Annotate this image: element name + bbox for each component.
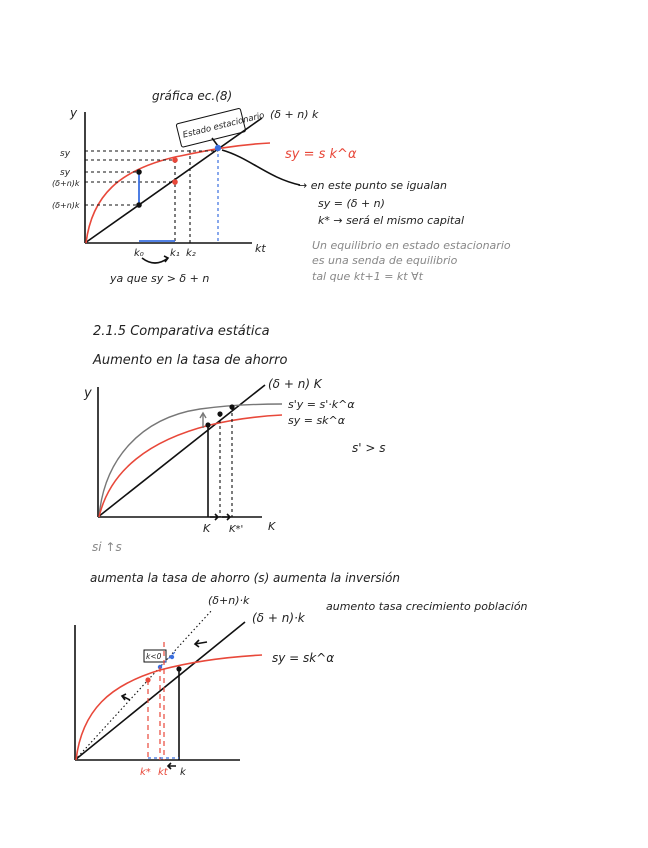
graph-1-note-kstar: k* → será el mismo capital [318,214,465,227]
graph-1-note-line1: Un equilibrio en estado estacionario [312,239,511,252]
graph-2-line-label: (δ + n) K [268,377,322,391]
graph-2-below-note: si ↑s [92,540,122,554]
graph-2-curve-old [99,415,282,517]
graph-1-title: gráfica ec.(8) [152,89,233,103]
graph-1-tick-k2: k₂ [186,248,196,259]
graph-1-y-label: y [70,106,78,120]
graph-1-line-label: (δ + n) k [270,108,319,121]
graph-1-tick-k0: k₀ [134,248,144,259]
graph-1-note-eq: sy = (δ + n) [318,197,385,210]
graph-1-point-sy-k0 [136,169,142,175]
graph-2-curve-new-label: s'y = s'·k^α [288,398,355,411]
section-heading: 2.1.5 Comparativa estática [93,324,270,339]
graph-3-point-new [145,677,150,682]
graph-1-tick-dn1: (δ+n)k [52,179,80,188]
graph-2-axis-arrow-1 [210,514,218,520]
graph-3-point-old [176,666,181,671]
graph-3-tick-kt: kt [158,767,168,778]
graph-2-curve-old-label: sy = sk^α [288,414,346,427]
graph-1-note-line3: tal que kt+1 = kt ∀t [312,270,423,283]
graph-3-line-new-label: (δ+n)·k [208,594,250,607]
graph-2-tick-k: K [203,522,211,535]
graph-2-y-label: y [84,386,92,401]
graph-1-x-label: kt [255,242,266,255]
graph-3-tick-k: k [180,767,186,778]
graph-3-pop-note: aumento tasa crecimiento población [326,600,528,613]
graph-1-tick-sy2: sy [60,168,71,178]
graph-3 [75,594,528,778]
graph-1-point-dn-k1 [172,179,178,185]
graph-2-point-mid [217,411,222,416]
graph-2-axis-arrow-2 [222,514,230,520]
graph-1-below-note: ya que sy > δ + n [110,272,210,285]
graph-1-note-arrow-text: → en este punto se igualan [298,179,448,192]
graph-2-curve-new [99,404,282,517]
graph-1-steady-state-point [215,145,221,151]
graph-1 [52,89,511,285]
graph-2 [83,377,386,554]
graph-1-point-sy-k1 [172,157,178,163]
graph-1-stamp [176,103,267,148]
graph-3-box-label: k<0 [146,652,162,661]
graph-1-tick-sy: sy [60,149,71,159]
graph-2-tick-kstar: K*' [229,524,244,535]
graph-3-pointer-arrow [195,640,207,647]
graph-2-x-label: K [268,520,276,533]
graph-1-curve-label: sy = s k^α [285,147,357,162]
graph-1-curved-arrow [142,258,168,263]
graph-2-condition: s' > s [352,441,386,455]
graph-3-line-new [75,610,212,760]
graph-3-line-old-label: (δ + n)·k [252,611,305,625]
graph-1-point-dn-k0 [136,202,142,208]
graph-3-savings-curve [76,655,262,760]
graph-2-point-new [229,404,234,409]
graph-3-intro: aumenta la tasa de ahorro (s) aumenta la inversión [90,571,400,585]
section-subheading: Aumento en la tasa de ahorro [93,353,288,368]
graph-3-blue-point-2 [170,655,174,659]
graph-1-tick-k1: k₁ [170,248,180,259]
graph-1-note-line2: es una senda de equilibrio [312,254,458,267]
graph-3-left-arrow [122,694,130,700]
graph-2-point-old [205,422,210,427]
graph-3-tick-kstar: k* [140,767,151,778]
graph-1-stamp-text: Estado estacionario [181,110,266,141]
graph-1-tick-dn2: (δ+n)k [52,201,80,210]
graph-3-axis-arrow [168,763,176,769]
graph-3-curve-label: sy = sk^α [272,651,335,665]
